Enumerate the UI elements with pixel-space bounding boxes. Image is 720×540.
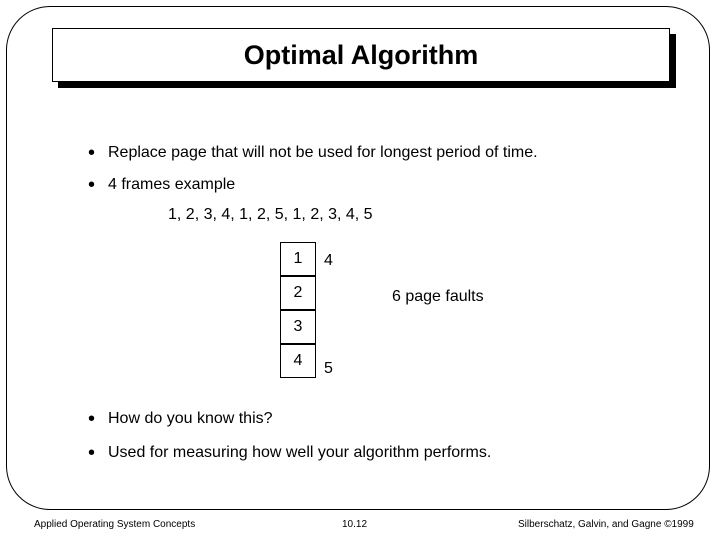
footer-page-number: 10.12: [342, 519, 368, 530]
frame-cell: 3: [280, 310, 316, 344]
replacement-value: 5: [324, 360, 333, 377]
bullet-text: Replace page that will not be used for longest period of time.: [108, 144, 538, 161]
bullet-item: [88, 176, 235, 194]
bullet-icon: •: [88, 408, 96, 430]
frame-cell: 2: [280, 276, 316, 310]
frame-cell: 4: [280, 344, 316, 378]
footer-left: Applied Operating System Concepts: [34, 519, 196, 530]
fault-count: 6 page faults: [392, 288, 484, 305]
slide-title: Optimal Algorithm: [243, 39, 479, 70]
frame-cell: 1: [280, 242, 316, 276]
bullet-item: [88, 144, 538, 162]
bullet-icon: •: [88, 142, 96, 164]
replacement-value: 4: [324, 252, 333, 269]
reference-string: 1, 2, 3, 4, 1, 2, 5, 1, 2, 3, 4, 5: [168, 206, 373, 223]
bullet-text: Used for measuring how well your algorithm performs.: [108, 444, 492, 461]
bullet-text: How do you know this?: [108, 410, 273, 427]
bullet-icon: •: [88, 442, 96, 464]
bullet-item: [88, 444, 491, 462]
title-box: [52, 28, 670, 82]
footer-right: Silberschatz, Galvin, and Gagne ©1999: [518, 519, 694, 530]
bullet-icon: •: [88, 174, 96, 196]
bullet-text: 4 frames example: [108, 176, 236, 193]
bullet-item: [88, 410, 273, 428]
